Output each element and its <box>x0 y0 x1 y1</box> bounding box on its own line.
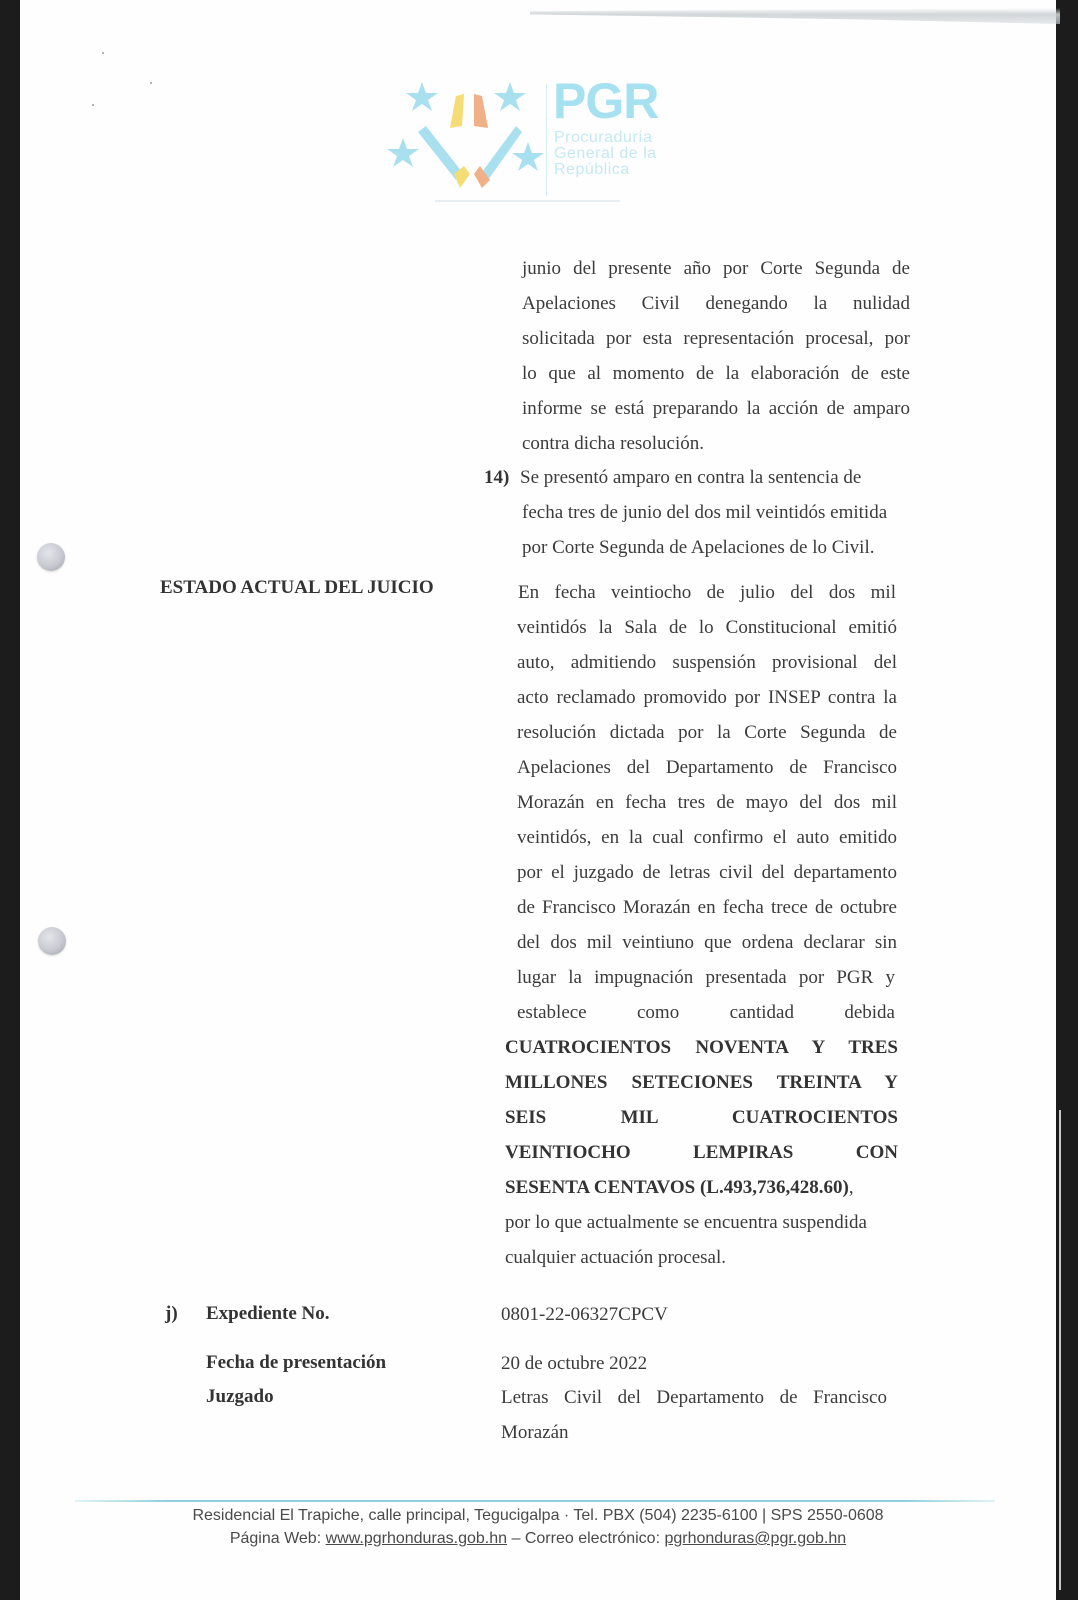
scan-speck <box>150 82 152 84</box>
logo-tagline <box>435 200 620 202</box>
logo-name: Procuraduría General de la República <box>554 129 657 178</box>
pgr-logo <box>370 70 690 210</box>
amount-text: SEIS MIL CUATROCIENTOS <box>505 1107 898 1128</box>
field-label-juzgado: Juzgado <box>206 1386 274 1407</box>
footer-contact: Página Web: www.pgrhonduras.gob.hn – Correo electrónico: pgrhonduras@pgr.gob.hn <box>229 1530 847 1547</box>
amount-text: MILLONES SETECIONES TREINTA Y <box>505 1072 898 1093</box>
punch-hole-icon <box>38 927 66 955</box>
document-page: PGR Procuraduría General de la República junio del presente año por Corte Segunda de Apelaciones Civil denegando la nulidad solicitada por esta representación procesal, por lo que al momento de la elaboración de este informe se está preparando la acción de amparo contra dicha resolución. 14) Se presentó amparo en contra la sentencia de fecha tres de junio del dos mil veintidós emitida por Corte Segunda de Apelaciones de lo Civil. ESTADO ACTUAL DEL JUICIO En fecha veintiocho de julio del dos mil veintidós la Sala de lo Constitucional emitió auto, admitiendo suspensión provisional del acto reclamado promovido por INSEP contra la resolución dictada por la Corte Segunda de Apelaciones del Departamento de Francisco Morazán en fecha tres de mayo del dos mil veintidós, en la cual confirmo el auto emitido por el juzgado de letras civil del departamento de Francisco Morazán en fecha trece de octubre del dos mil veintiuno que ordena declarar sin lugar la impugnación presentada por PGR y establece como cantidad debida CUATROCIENTOS NOVENTA Y TRES MILLONES SETECIONES TREINTA Y SEIS MIL CUATROCIENTOS VEINTIOCHO LEMPIRAS CON SESENTA CENTAVOS (L.493,736,428.60), por lo que actualmente se encuentra suspendida cualquier actuación procesal. j) Expediente No. 0801-22-06327CPCV Fecha de presentación 20 de octubre 2022 Juzgado Letras Civil del Departamento de Francisco Morazán Residencial El Trapiche, calle principal, Tegucigalpa · Tel. PBX (504) 2235-6100 | SPS 2550-0608 Página Web: www.pgrhonduras.gob.hn – Correo electrónico: pgrhonduras@pgr.gob.hn <box>20 0 1056 1600</box>
section-label: ESTADO ACTUAL DEL JUICIO <box>160 577 434 598</box>
field-value-juzgado-cont: Morazán <box>501 1422 569 1443</box>
footer-divider <box>75 1500 995 1502</box>
field-label-fecha: Fecha de presentación <box>206 1352 387 1373</box>
website-link[interactable]: www.pgrhonduras.gob.hn <box>325 1530 508 1547</box>
email-link[interactable]: pgrhonduras@pgr.gob.hn <box>664 1530 847 1547</box>
logo-divider <box>546 84 547 196</box>
amount-figure: SESENTA CENTAVOS (L.493,736,428.60), <box>505 1177 854 1198</box>
field-value-juzgado: Letras Civil del Departamento de Francisco <box>501 1387 887 1408</box>
page-edge-line <box>1059 1110 1061 1590</box>
punch-hole-icon <box>37 543 65 571</box>
scan-speck <box>102 52 104 54</box>
amount-text: CUATROCIENTOS NOVENTA Y TRES <box>505 1037 898 1058</box>
field-value-fecha: 20 de octubre 2022 <box>501 1353 648 1374</box>
amount-text: VEINTIOCHO LEMPIRAS CON <box>505 1142 898 1163</box>
field-label-expediente: Expediente No. <box>206 1303 330 1324</box>
case-marker: j) <box>165 1303 178 1324</box>
stars-emblem-icon <box>370 70 546 200</box>
scan-shadow <box>530 8 1060 24</box>
footer-address: Residencial El Trapiche, calle principal, Tegucigalpa · Tel. PBX (504) 2235-6100 | SPS 2550-0608 <box>192 1507 884 1524</box>
logo-acronym: PGR <box>553 73 659 129</box>
item-number: 14) <box>484 467 510 488</box>
field-value-expediente: 0801-22-06327CPCV <box>501 1304 668 1325</box>
scan-speck <box>92 104 94 106</box>
